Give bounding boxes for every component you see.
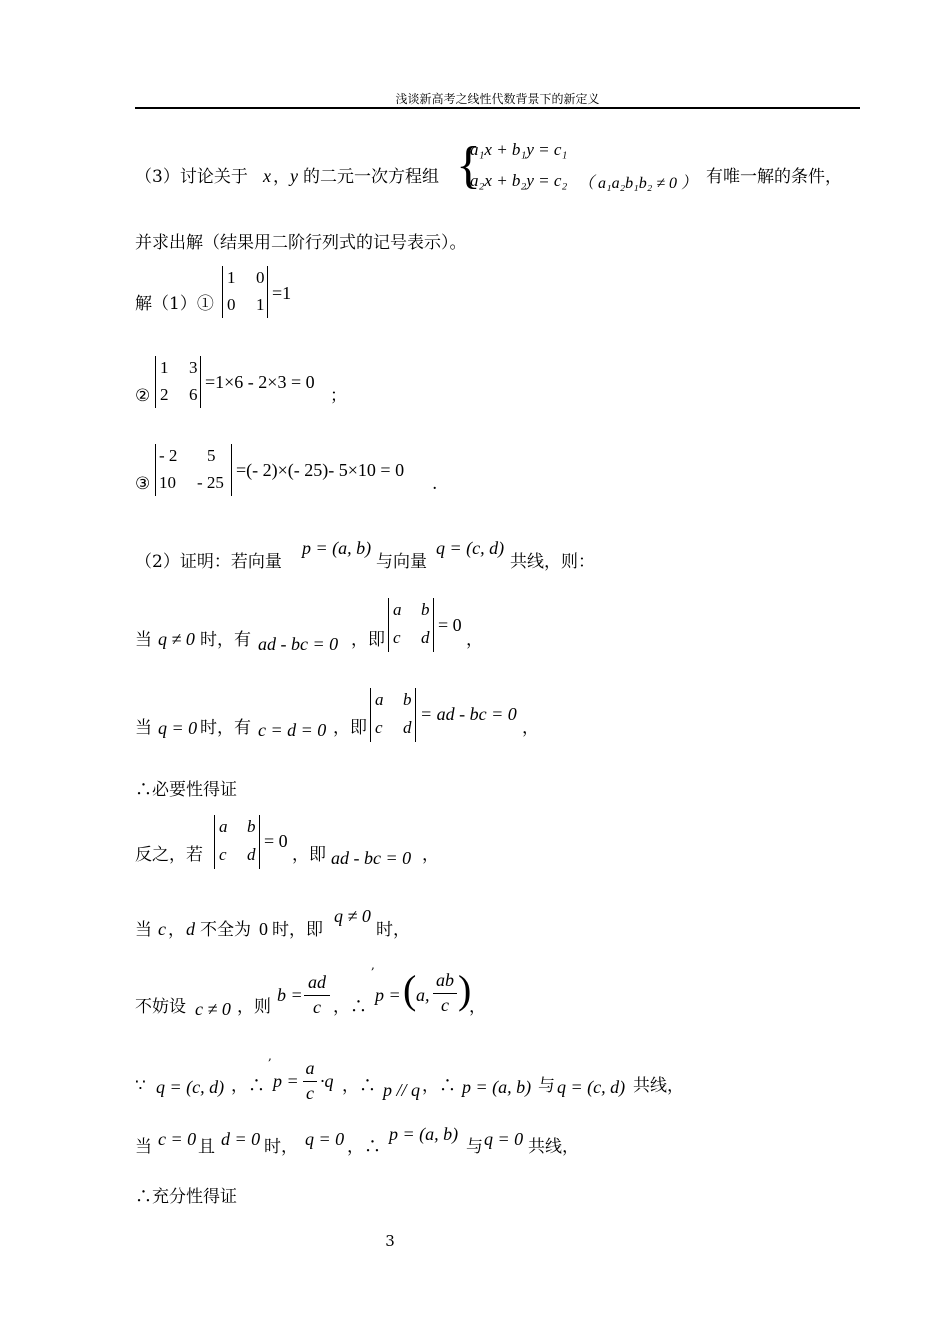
header-rule [135,107,860,109]
det-c: c [375,718,383,737]
proof-with: 与向量 [376,552,427,572]
p3-prefix: （3）讨论关于 [135,167,248,187]
since-therefore2: ，∴ [342,1076,376,1096]
cd-not-all: 不全为 [200,920,251,940]
case1-q: q ≠ 0 [158,629,195,649]
right-paren: ) [458,967,472,1012]
det-c: c [219,845,227,864]
necessity-proven: ∴必要性得证 [135,780,237,800]
wlog-then: ，则 [237,997,271,1017]
det3-a22: - 25 [197,473,224,492]
det-d: d [403,718,412,737]
since-p-eq: p = [273,1071,299,1091]
since-q: q = (c, d) [156,1077,225,1097]
fraction-numerator: a [305,1058,315,1078]
zero-and: 且 [198,1137,215,1157]
det1-a21: 0 [227,295,236,314]
zero-q2: q = 0 [484,1129,524,1149]
det1-a11: 1 [227,268,236,287]
p3-y: y [290,166,298,186]
det-d: d [247,845,256,864]
p3-x: x [263,166,271,186]
case2-end: ， [522,718,539,738]
vector-arrow-mark: , [371,958,375,972]
case1-result: = 0 [438,615,462,635]
fraction-numerator: ad [308,972,326,992]
fraction-a-over-c [303,1058,317,1106]
det-d: d [421,628,430,647]
cd-comma: ， [168,920,185,940]
left-paren: ( [403,967,417,1012]
zero-c: c = 0 [158,1129,197,1149]
case2-eq: c = d = 0 [258,720,327,740]
p3-suffix: 有唯一解的条件， [706,167,842,187]
p3-line2: 并求出解（结果用二阶行列式的记号表示）。 [135,233,467,253]
cd-then: 时，即 [272,920,323,940]
wlog-p-eq: p = [375,985,401,1005]
case1-when: 当 [135,630,152,650]
fraction-numerator: ab [436,970,454,990]
running-header: 浅谈新高考之线性代数背景下的新定义 [395,92,600,106]
fraction-ad-over-c [304,972,330,1020]
proof-q-vector: q = (c, d) [436,538,505,558]
system-eq1: a₁x + b₁y = c₁ [470,140,568,159]
case1-have: 时，有 [200,630,251,650]
since-therefore3: ，∴ [422,1076,456,1096]
case2-q: q = 0 [158,718,198,738]
zero-p-vector: p = (a, b) [389,1124,459,1144]
det-b: b [247,817,256,836]
cd-d: d [186,919,195,939]
page-number: 3 [385,1232,395,1250]
since-q-vector: q = (c, d) [557,1077,626,1097]
sufficiency-proven: ∴充分性得证 [135,1187,237,1207]
det3 [155,444,232,496]
p3-mid: 的二元一次方程组 [303,167,439,187]
converse-result: = 0 [264,831,288,851]
det2-result: =1×6 - 2×3 = 0 [205,372,315,392]
det2-a12: 3 [189,358,198,377]
zero-end: 共线， [528,1137,579,1157]
fraction-denominator: c [313,997,321,1017]
converse-end: ， [422,845,439,865]
item3-prefix: ③ [135,474,151,494]
proof-collinear: 共线，则： [510,552,595,572]
det3-a21: 10 [159,473,176,492]
det-a: a [393,600,402,619]
wlog-end: ， [469,997,486,1017]
wlog-p-a: a, [416,985,430,1005]
det-a: a [219,817,228,836]
cd-zero: 0 [259,919,268,939]
case2-result: = ad - bc = 0 [420,704,517,724]
cd-when: 当 [135,920,152,940]
converse-ie: ，即 [292,845,326,865]
wlog-b-eq: b = [277,985,303,1005]
det-abcd-2 [370,688,416,742]
fraction-bar [303,1081,317,1082]
det1-result: =1 [272,283,292,303]
item2-prefix: ② [135,386,151,406]
fraction-bar [433,993,457,994]
zero-d: d = 0 [221,1129,261,1149]
det2-a21: 2 [160,385,169,404]
det-abcd-1 [388,598,434,652]
since-p-vector: p = (a, b) [462,1077,532,1097]
det-b: b [421,600,430,619]
item3-suffix: . [432,474,438,494]
cd-q: q ≠ 0 [334,906,371,926]
because-symbol: ∵ [135,1076,146,1096]
det2-a22: 6 [189,385,198,404]
det1-a22: 1 [256,295,265,314]
case1-eq: ad - bc = 0 [258,634,339,654]
det-abcd-3 [214,815,260,869]
zero-q: q = 0 [305,1129,345,1149]
det1-a12: 0 [256,268,265,287]
zero-then: 时， [264,1137,298,1157]
system-eq2: a₂x + b₂y = c₂ [470,171,568,190]
det-a: a [375,690,384,709]
since-parallel: p // q [383,1080,421,1100]
zero-therefore: ，∴ [347,1137,381,1157]
converse-if: 反之，若 [135,845,203,865]
proof-p-vector: p = (a, b) [302,538,372,558]
since-therefore1: ，∴ [231,1076,265,1096]
det-b: b [403,690,412,709]
det-c: c [393,628,401,647]
fraction-bar [304,995,330,996]
since-end: 共线， [633,1076,684,1096]
fraction-ab-over-c [433,970,457,1018]
p3-comma: ， [273,167,290,187]
wlog-therefore: ，∴ [333,997,367,1017]
since-with: 与 [538,1076,555,1096]
det3-result: =(- 2)×(- 25)- 5×10 = 0 [236,460,405,480]
det2 [155,356,201,408]
fraction-denominator: c [306,1083,314,1103]
system-condition: （ a₁a₂b₁b₂ ≠ 0 ） [578,175,698,192]
cd-end: 时， [376,920,410,940]
det2-a11: 1 [160,358,169,377]
case1-end: ， [466,630,483,650]
vector-arrow-mark: , [268,1049,272,1063]
case2-ie: ，即 [333,718,367,738]
case2-have: 时，有 [200,718,251,738]
case2-when: 当 [135,718,152,738]
system-brace: { [456,137,481,194]
zero-when: 当 [135,1137,152,1157]
det3-a12: 5 [207,446,216,465]
det1 [222,266,268,318]
case1-ie: ，即 [351,630,385,650]
item2-suffix: ； [330,386,347,406]
proof-intro: （2）证明：若向量 [135,552,282,572]
zero-with: 与 [466,1137,483,1157]
wlog-let: 不妨设 [135,997,186,1017]
fraction-denominator: c [441,995,449,1015]
cd-c: c [158,919,166,939]
wlog-c: c ≠ 0 [195,999,231,1019]
converse-eq: ad - bc = 0 [331,848,412,868]
sol1-prefix: 解（1）① [135,294,214,314]
det3-a11: - 2 [159,446,178,465]
since-dot-q: ·q [320,1071,334,1091]
